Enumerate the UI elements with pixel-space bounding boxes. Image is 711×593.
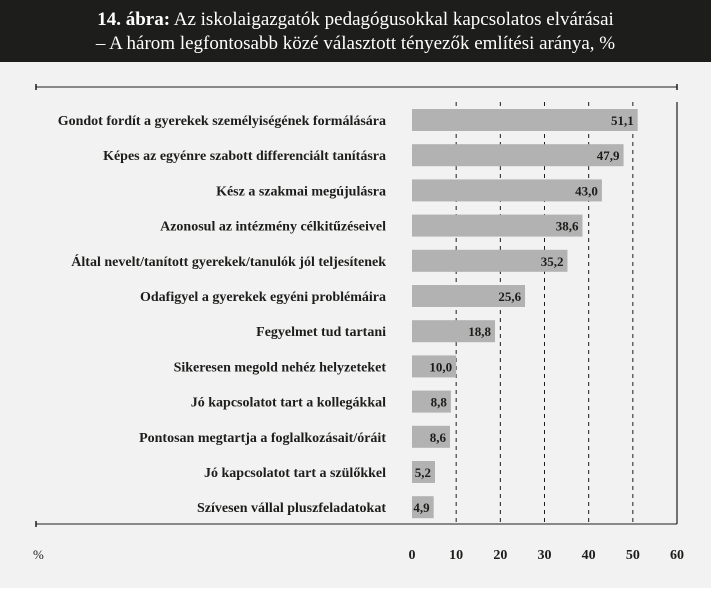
chart-subtitle: – A három legfontosabb közé választott tényezők említési aránya, % (95, 33, 616, 54)
value-label: 18,8 (468, 324, 492, 340)
bar (412, 179, 602, 201)
value-label: 47,9 (596, 148, 620, 164)
category-label: Képes az egyénre szabott differenciált tanításra (103, 149, 386, 165)
x-tick-label: 20 (493, 548, 508, 563)
x-tick-label: 50 (625, 548, 640, 563)
value-label: 38,6 (555, 218, 579, 234)
x-tick-label: 10 (449, 548, 464, 563)
category-label: Által nevelt/tanított gyerekek/tanulók jól teljesítenek (71, 254, 386, 270)
chart-header (0, 0, 711, 62)
value-label: 35,2 (540, 253, 564, 269)
plot-panel (0, 62, 711, 588)
value-label: 43,0 (575, 183, 598, 199)
value-label: 8,8 (430, 394, 447, 410)
bar (412, 144, 624, 166)
category-label: Jó kapcsolatot tart a szülőkkel (204, 466, 386, 481)
unit-label: % (33, 547, 44, 562)
x-tick-label: 40 (581, 548, 596, 563)
value-label: 10,0 (429, 359, 453, 375)
value-label: 8,6 (429, 429, 446, 445)
title-text: Az iskolaigazgatók pedagógusokkal kapcsolatos elvárásai (173, 9, 614, 30)
bar-chart (0, 62, 711, 588)
x-tick-label: 60 (670, 548, 684, 563)
category-label: Sikeresen megold nehéz helyzeteket (173, 360, 386, 376)
x-tick-label: 30 (537, 548, 552, 563)
chart-title (0, 9, 711, 31)
bar (412, 109, 638, 131)
value-label: 4,9 (413, 500, 430, 516)
category-label: Pontosan megtartja a foglalkozásait/óráit (139, 430, 386, 446)
value-label: 51,1 (610, 113, 634, 128)
category-label: Azonosul az intézmény célkitűzéseivel (160, 219, 386, 235)
value-label: 5,2 (414, 465, 431, 480)
value-label: 25,6 (498, 289, 522, 304)
category-label: Kész a szakmai megújulásra (216, 184, 386, 200)
figure-label: 14. ábra: (97, 9, 171, 30)
category-label: Odafigyel a gyerekek egyéni problémáira (139, 290, 386, 305)
category-label: Szívesen vállal pluszfeladatokat (196, 501, 386, 517)
category-label: Fegyelmet tud tartani (256, 325, 386, 341)
x-tick-label: 0 (408, 548, 416, 563)
category-label: Gondot fordít a gyerekek személyiségének formálására (57, 114, 386, 129)
category-label: Jó kapcsolatot tart a kollegákkal (190, 395, 386, 411)
